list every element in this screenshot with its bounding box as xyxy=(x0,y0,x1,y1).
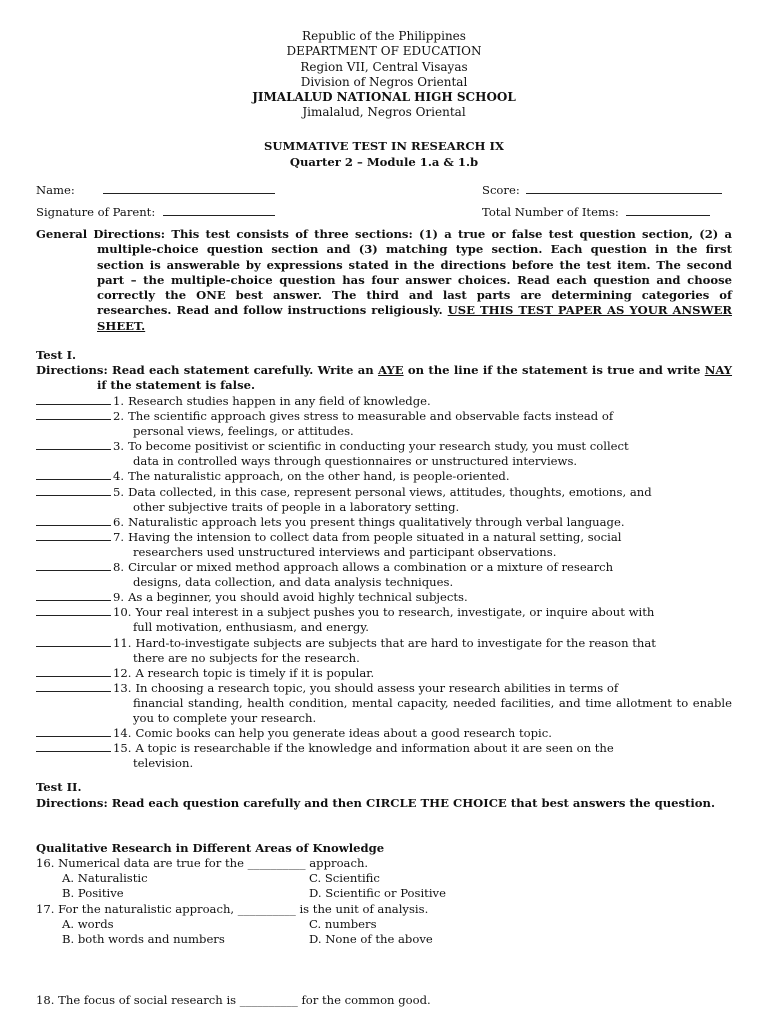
test-1-directions-part-c: if the statement is false. xyxy=(97,378,256,393)
item-number: 2. xyxy=(113,409,125,424)
item-text-continued: researchers used unstructured interviews and participant observations. xyxy=(133,544,557,559)
item-text: To become positivist or scientific in conducting your research study, you must collect xyxy=(128,439,629,454)
answer-line[interactable] xyxy=(36,590,111,601)
answer-line[interactable] xyxy=(36,409,111,420)
test-1-items xyxy=(36,394,732,771)
item-text: Comic books can help you generate ideas about a good research topic. xyxy=(135,726,552,741)
item-number: 11. xyxy=(113,635,132,650)
answer-line[interactable] xyxy=(36,515,111,526)
general-directions-text: This test consists of three sections: (1) a true or false test question section, (2) a multiple-choice question section and (3) matching type section. Each question in the first section is answerable by expressions stated in the directions before the test item. The second part – the multiple-choice question has four answer choices. Read each question and choose correctly the ONE best answer. The third and last parts are determining categories of researches. Read and follow instructions religiously. xyxy=(97,227,732,318)
item-text: A research topic is timely if it is popular. xyxy=(135,665,375,680)
statement-item xyxy=(36,394,732,409)
name-field[interactable] xyxy=(36,182,275,198)
item-text: Having the intension to collect data from people situated in a natural setting, social xyxy=(128,529,622,544)
item-text-continued: other subjective traits of people in a laboratory setting. xyxy=(133,499,460,514)
choice-17-a[interactable]: A. words xyxy=(62,917,114,932)
answer-line[interactable] xyxy=(36,741,111,752)
answer-sheet-note: USE THIS TEST PAPER AS YOUR ANSWER SHEET. xyxy=(97,303,732,333)
item-number: 10. xyxy=(113,605,132,620)
test-title-block xyxy=(0,138,768,170)
test-2-heading: Test II. xyxy=(36,780,82,794)
test-1-directions-part-b: on the line if the statement is true and write xyxy=(407,363,701,377)
item-number: 8. xyxy=(113,560,125,575)
test-2-directions xyxy=(36,796,732,811)
item-text: Circular or mixed method approach allows a combination or a mixture of research xyxy=(128,560,614,575)
statement-item xyxy=(36,666,732,681)
total-items-blank[interactable] xyxy=(626,204,710,216)
item-number: 9. xyxy=(113,590,125,605)
test-1-directions-part-a: Directions: Read each statement carefully. Write an xyxy=(36,363,374,377)
item-number: 1. xyxy=(113,394,125,408)
school-name: JIMALALUD NATIONAL HIGH SCHOOL xyxy=(252,90,516,105)
republic-line: Republic of the Philippines xyxy=(302,29,466,43)
score-blank[interactable] xyxy=(526,182,722,194)
answer-line[interactable] xyxy=(36,666,111,677)
score-field[interactable] xyxy=(482,182,722,198)
answer-line[interactable] xyxy=(36,605,111,616)
item-text: Hard-to-investigate subjects are subjects that are hard to investigate for the reason that xyxy=(135,635,656,650)
answer-line[interactable] xyxy=(36,439,111,450)
document-header xyxy=(0,29,768,121)
signature-blank[interactable] xyxy=(163,204,275,216)
total-items-field[interactable] xyxy=(482,204,710,220)
question-18-stem: 18. The focus of social research is __________ for the common good. xyxy=(36,993,431,1007)
item-number: 6. xyxy=(113,514,125,529)
item-text-continued: personal views, feelings, or attitudes. xyxy=(133,424,354,439)
item-text: Research studies happen in any field of knowledge. xyxy=(128,394,431,408)
test-1-heading: Test I. xyxy=(36,348,77,362)
answer-line[interactable] xyxy=(36,394,111,405)
statement-item xyxy=(36,409,732,439)
test-subtitle: Quarter 2 – Module 1.a & 1.b xyxy=(289,155,479,169)
test-title: SUMMATIVE TEST IN RESEARCH IX xyxy=(264,139,504,153)
choice-16-b[interactable]: B. Positive xyxy=(62,886,124,901)
division-line: Division of Negros Oriental xyxy=(300,74,468,89)
item-text: The naturalistic approach, on the other hand, is people-oriented. xyxy=(128,469,510,484)
statement-item xyxy=(36,636,732,666)
signature-label: Signature of Parent: xyxy=(36,205,156,219)
choice-16-c[interactable]: C. Scientific xyxy=(309,871,380,886)
department-line: DEPARTMENT OF EDUCATION xyxy=(286,44,482,59)
item-text: The scientific approach gives stress to measurable and observable facts instead of xyxy=(128,409,614,424)
statement-item xyxy=(36,605,732,635)
item-text-continued: designs, data collection, and data analysis techniques. xyxy=(133,575,454,590)
name-label: Name: xyxy=(36,183,75,197)
general-directions xyxy=(36,227,732,334)
answer-line[interactable] xyxy=(36,726,111,737)
statement-item xyxy=(36,469,732,484)
score-label: Score: xyxy=(482,183,520,197)
item-number: 14. xyxy=(113,726,132,741)
item-number: 12. xyxy=(113,665,132,680)
statement-item xyxy=(36,560,732,590)
item-number: 13. xyxy=(113,680,132,695)
question-17 xyxy=(36,902,736,947)
aye-keyword: AYE xyxy=(378,363,404,377)
answer-line[interactable] xyxy=(36,485,111,496)
name-blank[interactable] xyxy=(103,182,275,194)
statement-item xyxy=(36,485,732,515)
answer-line[interactable] xyxy=(36,681,111,692)
item-text: In choosing a research topic, you should assess your research abilities in terms of xyxy=(135,680,619,695)
item-text-continued: television. xyxy=(133,756,194,771)
choice-17-c[interactable]: C. numbers xyxy=(309,917,377,932)
region-line: Region VII, Central Visayas xyxy=(300,59,468,74)
answer-line[interactable] xyxy=(36,636,111,647)
signature-field[interactable] xyxy=(36,204,275,220)
question-18 xyxy=(36,993,736,1008)
question-16 xyxy=(36,856,736,901)
section-subheading: Qualitative Research in Different Areas of Knowledge xyxy=(36,841,385,855)
item-text: Data collected, in this case, represent personal views, attitudes, thoughts, emotions, and xyxy=(128,484,652,499)
item-number: 15. xyxy=(113,741,132,756)
item-text-continued: full motivation, enthusiasm, and energy. xyxy=(133,620,369,635)
total-items-label: Total Number of Items: xyxy=(482,205,619,219)
statement-item xyxy=(36,515,732,530)
item-number: 7. xyxy=(113,529,125,544)
statement-item xyxy=(36,741,732,771)
choice-16-a[interactable]: A. Naturalistic xyxy=(62,871,148,886)
item-text: As a beginner, you should avoid highly technical subjects. xyxy=(128,590,468,605)
statement-item xyxy=(36,439,732,469)
question-17-stem: 17. For the naturalistic approach, __________ is the unit of analysis. xyxy=(36,902,429,916)
item-text: Your real interest in a subject pushes you to research, investigate, or inquire about with xyxy=(135,605,655,620)
statement-item xyxy=(36,530,732,560)
test-2-directions-text: Directions: Read each question carefully and then CIRCLE THE CHOICE that best answers the question. xyxy=(36,796,715,810)
choice-17-b[interactable]: B. both words and numbers xyxy=(62,932,225,947)
item-text: Naturalistic approach lets you present things qualitatively through verbal language. xyxy=(128,514,625,529)
school-address: Jimalalud, Negros Oriental xyxy=(302,105,466,120)
item-text-continued: financial standing, health condition, mental capacity, needed facilities, and time allotment to enable you to complete your research. xyxy=(133,695,732,725)
item-number: 5. xyxy=(113,484,125,499)
item-number: 3. xyxy=(113,439,125,454)
answer-line[interactable] xyxy=(36,560,111,571)
question-16-stem: 16. Numerical data are true for the __________ approach. xyxy=(36,856,369,870)
general-directions-label: General Directions: xyxy=(36,227,166,241)
test-1-directions xyxy=(36,363,732,393)
statement-item xyxy=(36,590,732,605)
choice-17-d[interactable]: D. None of the above xyxy=(309,932,433,947)
item-text-continued: data in controlled ways through questionnaires or unstructured interviews. xyxy=(133,454,578,469)
statement-item xyxy=(36,681,732,726)
statement-item xyxy=(36,726,732,741)
item-number: 4. xyxy=(113,469,125,484)
nay-keyword: NAY xyxy=(704,363,733,377)
item-text-continued: there are no subjects for the research. xyxy=(133,650,360,665)
answer-line[interactable] xyxy=(36,469,111,480)
choice-16-d[interactable]: D. Scientific or Positive xyxy=(309,886,446,901)
item-text: A topic is researchable if the knowledge and information about it are seen on the xyxy=(135,741,614,756)
answer-line[interactable] xyxy=(36,530,111,541)
